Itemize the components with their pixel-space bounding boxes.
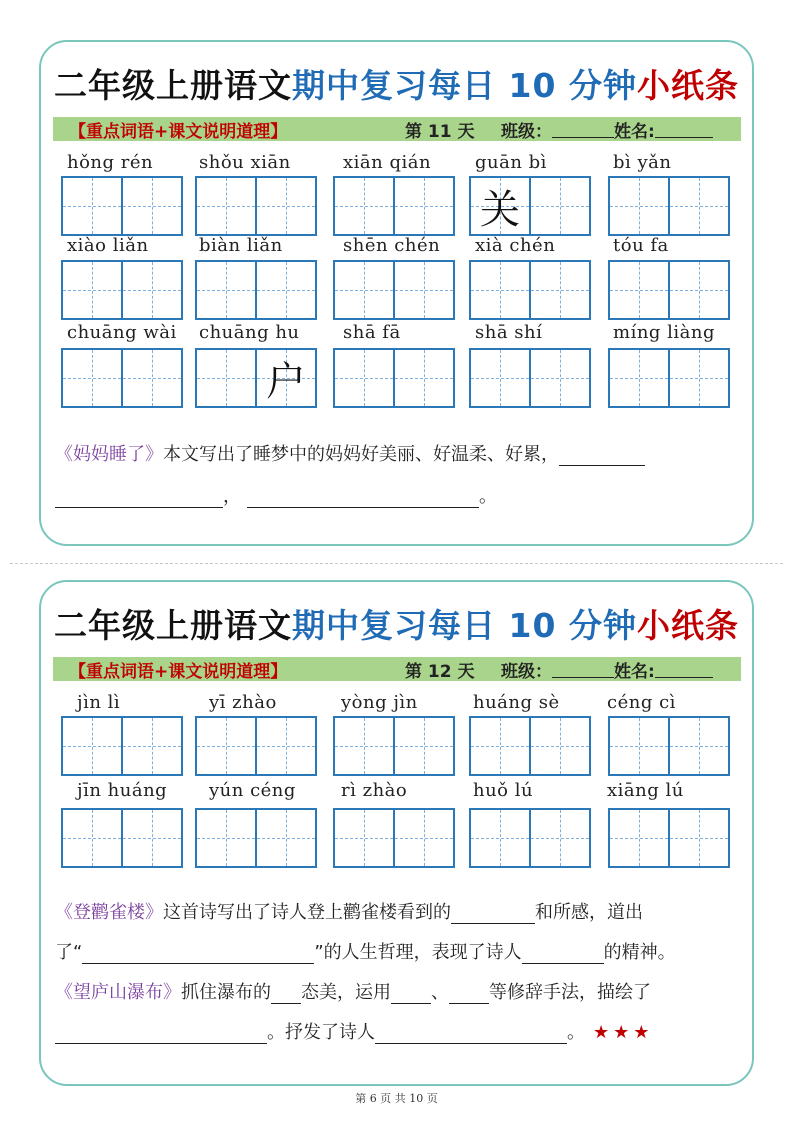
word-box[interactable] — [333, 260, 455, 320]
character-cell[interactable] — [393, 262, 453, 318]
word-box[interactable] — [333, 716, 455, 776]
answer-blank[interactable] — [451, 904, 535, 924]
character-cell[interactable] — [63, 262, 121, 318]
character-cell[interactable] — [610, 718, 668, 774]
worksheet-card-day-11 — [39, 40, 754, 546]
word-box[interactable] — [469, 176, 591, 236]
pinyin-label: chuāng wài — [67, 322, 177, 343]
pinyin-label: xiān qián — [343, 152, 432, 173]
pinyin-label: bì yǎn — [613, 152, 672, 173]
character-cell[interactable] — [197, 810, 255, 866]
character-cell[interactable] — [63, 178, 121, 234]
paragraph-line-2: ， 。 — [55, 482, 497, 508]
pinyin-label: jìn lì — [77, 692, 121, 713]
character-cell[interactable] — [121, 350, 181, 406]
class-label: 班级： — [501, 121, 552, 142]
filled-character: 关 — [480, 186, 520, 233]
character-cell[interactable] — [471, 810, 529, 866]
character-cell[interactable] — [471, 718, 529, 774]
day-label: 第 11 天 — [405, 121, 475, 142]
pinyin-label: biàn liǎn — [199, 235, 283, 256]
character-cell[interactable] — [197, 718, 255, 774]
class-label: 班级： — [501, 661, 552, 682]
word-box[interactable] — [61, 260, 183, 320]
word-box[interactable] — [608, 716, 730, 776]
word-box[interactable] — [61, 348, 183, 408]
character-cell[interactable] — [393, 350, 453, 406]
pinyin-label: yī zhào — [209, 692, 277, 713]
name-label: 姓名: — [614, 121, 655, 142]
word-box[interactable] — [333, 176, 455, 236]
character-cell[interactable] — [668, 350, 728, 406]
answer-blank[interactable] — [247, 488, 479, 508]
character-cell[interactable] — [255, 718, 315, 774]
pinyin-label: xiào liǎn — [67, 235, 149, 256]
book-title: 《登鹳雀楼》 — [55, 902, 163, 923]
answer-blank[interactable] — [271, 984, 301, 1004]
character-cell[interactable] — [63, 810, 121, 866]
character-cell[interactable] — [255, 262, 315, 318]
word-box[interactable] — [195, 260, 317, 320]
answer-blank[interactable] — [522, 944, 604, 964]
book-title: 《妈妈睡了》 — [55, 444, 163, 465]
character-cell[interactable] — [335, 350, 393, 406]
page-footer: 第 6 页 共 10 页 — [355, 1092, 438, 1105]
character-cell[interactable] — [610, 262, 668, 318]
word-box[interactable] — [608, 808, 730, 868]
pinyin-label: jīn huáng — [77, 780, 168, 801]
book-title: 《望庐山瀑布》 — [55, 982, 181, 1003]
word-box[interactable] — [195, 808, 317, 868]
word-box[interactable] — [469, 716, 591, 776]
character-cell[interactable] — [668, 262, 728, 318]
character-cell[interactable] — [197, 178, 255, 234]
character-cell[interactable] — [335, 178, 393, 234]
worksheet-card-day-12 — [39, 580, 754, 1086]
pinyin-label: hǒng rén — [67, 152, 154, 173]
word-box[interactable] — [61, 716, 183, 776]
answer-blank[interactable] — [559, 446, 645, 466]
character-cell[interactable] — [197, 262, 255, 318]
pinyin-label: shēn chén — [343, 235, 441, 256]
word-box[interactable] — [61, 808, 183, 868]
character-cell[interactable] — [529, 810, 589, 866]
character-cell[interactable] — [529, 350, 589, 406]
character-cell[interactable] — [63, 718, 121, 774]
character-cell[interactable] — [335, 810, 393, 866]
pinyin-label: tóu fa — [613, 235, 669, 256]
character-cell[interactable] — [393, 178, 453, 234]
character-cell[interactable] — [121, 810, 181, 866]
name-blank[interactable] — [655, 120, 713, 138]
character-cell[interactable] — [529, 178, 589, 234]
character-cell[interactable] — [393, 718, 453, 774]
topic-label: 【重点词语+课文说明道理】 — [69, 121, 288, 142]
word-box[interactable] — [469, 808, 591, 868]
word-box[interactable] — [608, 260, 730, 320]
card-title: 二年级上册语文期中复习每日 10 分钟小纸条 — [54, 606, 739, 645]
word-box[interactable] — [61, 176, 183, 236]
pinyin-label: shā fā — [343, 322, 401, 343]
answer-blank[interactable] — [375, 1024, 567, 1044]
character-cell[interactable] — [668, 810, 728, 866]
pinyin-label: céng cì — [607, 692, 676, 713]
word-box[interactable] — [195, 348, 317, 408]
word-box[interactable] — [469, 260, 591, 320]
character-cell[interactable] — [393, 810, 453, 866]
word-box[interactable] — [333, 808, 455, 868]
character-cell[interactable] — [121, 178, 181, 234]
class-blank[interactable] — [552, 120, 614, 138]
topic-label: 【重点词语+课文说明道理】 — [69, 661, 288, 682]
day-label: 第 12 天 — [405, 661, 475, 682]
word-box[interactable] — [608, 348, 730, 408]
word-box[interactable] — [195, 716, 317, 776]
pinyin-label: xiāng lú — [607, 780, 684, 801]
header-bar — [53, 117, 741, 141]
paragraph-line-3: 《望庐山瀑布》抓住瀑布的 态美，运用 、 等修辞手法，描绘了 — [55, 982, 651, 1003]
character-cell[interactable] — [121, 718, 181, 774]
paragraph-line-2: 了“ ”的人生哲理，表现了诗人 的精神。 — [55, 942, 676, 963]
character-cell[interactable] — [255, 810, 315, 866]
character-cell[interactable] — [529, 262, 589, 318]
pinyin-label: huǒ lú — [473, 780, 534, 801]
character-cell[interactable] — [610, 810, 668, 866]
character-cell[interactable] — [668, 178, 728, 234]
character-cell[interactable] — [63, 350, 121, 406]
word-box[interactable] — [195, 176, 317, 236]
character-cell[interactable] — [121, 262, 181, 318]
character-cell[interactable] — [471, 262, 529, 318]
card-title: 二年级上册语文期中复习每日 10 分钟小纸条 — [54, 66, 739, 105]
answer-blank[interactable] — [391, 984, 431, 1004]
cut-line — [10, 563, 783, 564]
character-cell[interactable] — [471, 178, 529, 234]
answer-blank[interactable] — [55, 488, 223, 508]
character-cell[interactable] — [610, 178, 668, 234]
pinyin-label: yòng jìn — [341, 692, 418, 713]
filled-character: 户 — [266, 358, 306, 405]
class-blank[interactable] — [552, 660, 614, 678]
name-blank[interactable] — [655, 660, 713, 678]
character-cell[interactable] — [668, 718, 728, 774]
paragraph-line-1: 《妈妈睡了》本文写出了睡梦中的妈妈好美丽、好温柔、好累， — [55, 440, 645, 466]
answer-blank[interactable] — [82, 944, 314, 964]
paragraph-line-1: 《登鹳雀楼》这首诗写出了诗人登上鹳雀楼看到的 和所感，道出 — [55, 902, 643, 923]
header-bar — [53, 657, 741, 681]
word-box[interactable] — [333, 348, 455, 408]
character-cell[interactable] — [529, 718, 589, 774]
paragraph-line-4: 。抒发了诗人 。 ★★★ — [55, 1018, 653, 1044]
character-cell[interactable] — [197, 350, 255, 406]
word-box[interactable] — [608, 176, 730, 236]
pinyin-label: huáng sè — [473, 692, 560, 713]
character-cell[interactable] — [335, 262, 393, 318]
star-rating: ★★★ — [593, 1022, 654, 1043]
character-cell[interactable] — [610, 350, 668, 406]
answer-blank[interactable] — [55, 1024, 267, 1044]
character-cell[interactable] — [471, 350, 529, 406]
pinyin-label: míng liàng — [613, 322, 716, 343]
pinyin-label: shǒu xiān — [199, 152, 291, 173]
pinyin-label: rì zhào — [341, 780, 408, 801]
character-cell[interactable] — [255, 178, 315, 234]
pinyin-label: xià chén — [475, 235, 556, 256]
word-box[interactable] — [469, 348, 591, 408]
pinyin-label: chuāng hu — [199, 322, 300, 343]
character-cell[interactable] — [335, 718, 393, 774]
answer-blank[interactable] — [449, 984, 489, 1004]
pinyin-label: guān bì — [475, 152, 547, 173]
pinyin-label: yún céng — [209, 780, 296, 801]
name-label: 姓名: — [614, 661, 655, 682]
character-cell[interactable] — [255, 350, 315, 406]
pinyin-label: shā shí — [475, 322, 543, 343]
